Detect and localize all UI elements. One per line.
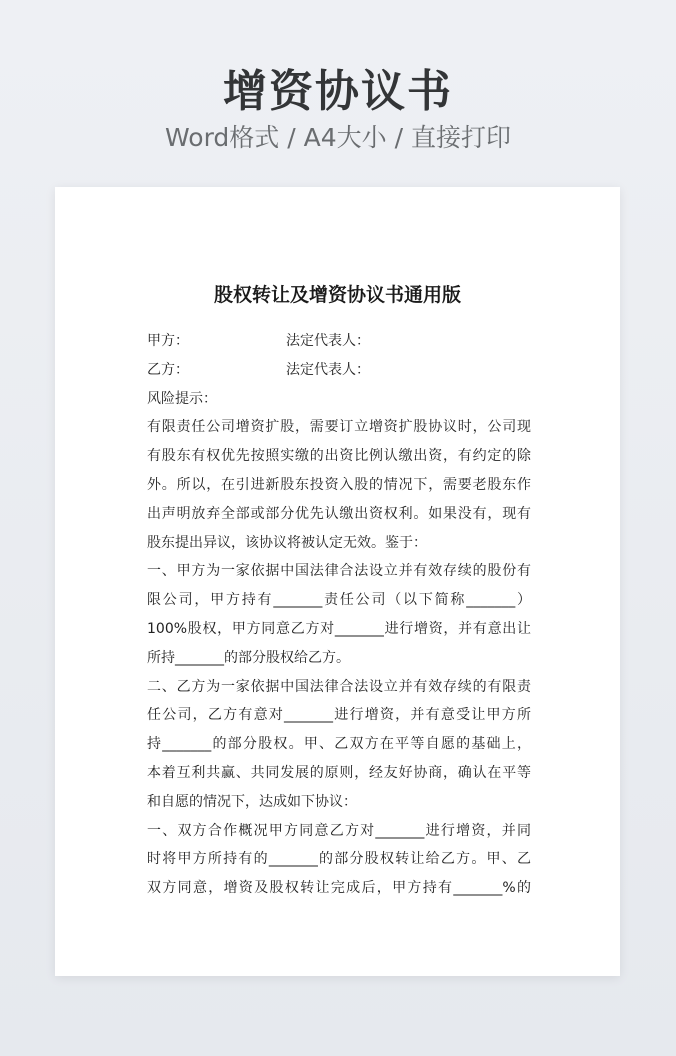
page-subtitle: Word格式 / A4大小 / 直接打印	[165, 123, 511, 152]
page-title: 增资协议书	[223, 66, 453, 117]
clause-3-paragraph	[147, 817, 531, 903]
party-b-label: 乙方：	[147, 361, 189, 378]
paragraph-line: 股东提出异议，该协议将被认定无效。鉴于：	[147, 534, 427, 551]
paragraph-line: 一、双方合作概况甲方同意乙方对_______进行增资，并同	[147, 822, 531, 839]
paragraph-line: 双方同意，增资及股权转让完成后，甲方持有_______%的	[147, 880, 531, 897]
paragraph-line: 有限责任公司增资扩股，需要订立增资扩股协议时，公司现	[147, 419, 531, 436]
document-title: 股权转让及增资协议书通用版	[213, 284, 461, 306]
clause-2-paragraph	[147, 673, 531, 817]
document-body	[147, 327, 531, 903]
clause-1-paragraph	[147, 557, 531, 672]
paragraph-line: 所持_______的部分股权给乙方。	[147, 649, 350, 666]
paragraph-line: 出声明放弃全部或部分优先认缴出资权利。如果没有，现有	[147, 505, 531, 522]
party-a-label: 甲方：	[147, 333, 189, 349]
paragraph-line: 二、乙方为一家依据中国法律合法设立并有效存续的有限责	[147, 678, 531, 695]
paragraph-line: 时将甲方所持有的_______的部分股权转让给乙方。甲、乙	[147, 851, 531, 868]
party-a-rep-label: 法定代表人：	[286, 333, 370, 349]
paragraph-line: 100%股权，甲方同意乙方对_______进行增资，并有意出让	[147, 620, 531, 637]
paragraph-line: 外。所以，在引进新股东投资入股的情况下，需要老股东作	[147, 476, 531, 493]
party-a-row	[147, 327, 531, 356]
party-b-row	[147, 356, 531, 385]
paragraph-line: 一、甲方为一家依据中国法律合法设立并有效存续的股份有	[147, 563, 531, 580]
paragraph-line: 限公司，甲方持有_______责任公司（以下简称_______）	[147, 592, 531, 609]
document-page	[55, 187, 620, 976]
paragraph-line: 有股东有权优先按照实缴的出资比例认缴出资，有约定的除	[147, 448, 531, 465]
risk-label: 风险提示：	[147, 390, 217, 407]
risk-paragraph	[147, 413, 531, 557]
paragraph-line: 和自愿的情况下，达成如下协议：	[147, 793, 357, 810]
paragraph-line: 任公司，乙方有意对_______进行增资，并有意受让甲方所	[147, 707, 531, 724]
paragraph-line: 本着互利共赢、共同发展的原则，经友好协商，确认在平等	[147, 764, 531, 781]
paragraph-line: 持_______的部分股权。甲、乙双方在平等自愿的基础上，	[147, 736, 531, 753]
party-b-rep-label: 法定代表人：	[286, 361, 370, 378]
